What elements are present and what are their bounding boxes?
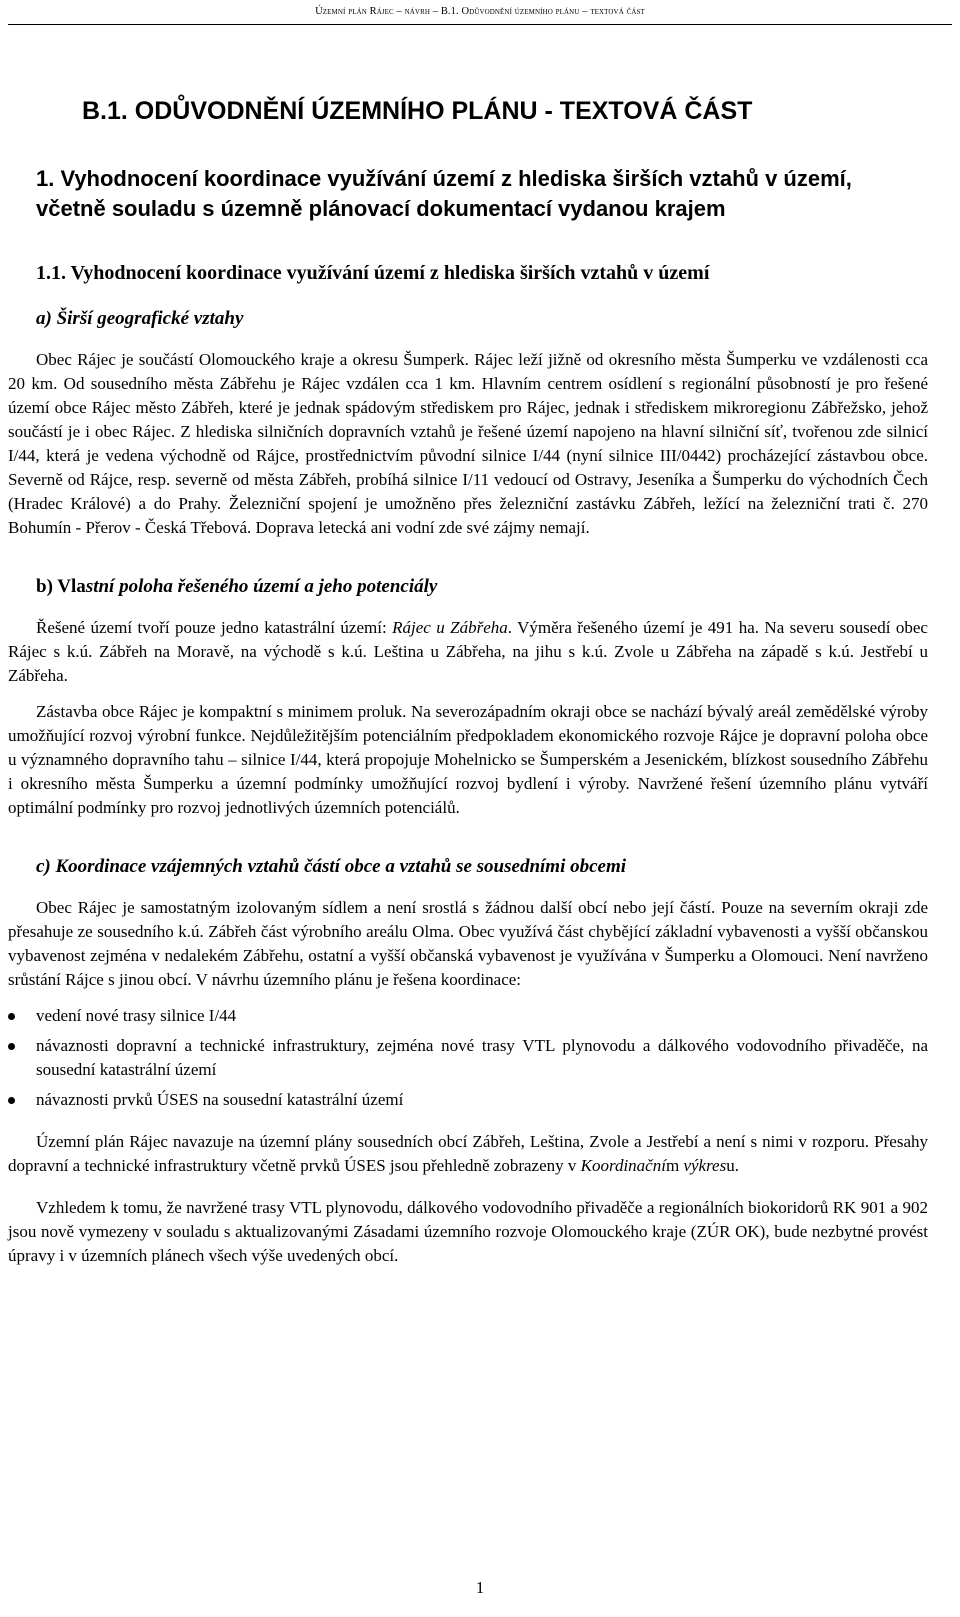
drawing-name-mid: m [665, 1156, 684, 1175]
document-content [8, 96, 928, 1268]
subsection-b-title-prefix: b) Vla [36, 576, 86, 597]
subsection-c-paragraph-2 [8, 1130, 928, 1178]
drawing-name-part-2: výkres [683, 1156, 727, 1175]
subsection-a-paragraph-1: Obec Rájec je součástí Olomouckého kraje a okresu Šumperk. Rájec leží jižně od okresního města Šumperku ve vzdálenosti cca 20 km. Od sousedního města Zábřehu je Rájec vzdálen cca 1 km. Hlavním centrem osídlení s regionální působností je pro řešené území obce Rájec město Zábřeh, které je jednak spádovým střediskem pro Rájec, jednak i střediskem mikroregionu Zábřežsko, jehož součástí je i obec Rájec. Z hlediska silničních dopravních vztahů je řešené území napojeno na hlavní silniční síť, tvořenou zde silnicí I/44, která je vedena východně od Rájce, prostřednictvím původní silnice I/44 (nyní silnice III/0442) procházející zástavbou obce. Severně od Rájce, resp. severně od města Zábřeh, probíhá silnice I/11 vedoucí od Ostravy, Jeseníka a Šumperku do východních Čech (Hradec Králové) a do Prahy. Železniční spojení je umožněno přes železniční zastávku Zábřeh, ležící na železniční trati č. 270 Bohumín - Přerov - Česká Třebová. Doprava letecká ani vodní zde své zájmy nemají. [8, 350, 928, 537]
bullet-icon [8, 1013, 15, 1020]
cadastral-name: Rájec u Zábřeha [392, 618, 508, 637]
list-item [8, 1088, 928, 1112]
subsection-b-paragraph-1 [8, 616, 928, 688]
subsection-a-title: a) Širší geografické vztahy [36, 308, 244, 329]
list-item-text: vedení nové trasy silnice I/44 [36, 1006, 237, 1025]
subsection-b-title-rest: stní poloha řešeného území a jeho potenciály [85, 576, 438, 597]
bullet-icon [8, 1043, 15, 1050]
coordination-list [8, 1004, 928, 1112]
section-1-title: 1. Vyhodnocení koordinace využívání území z hlediska širších vztahů v území, včetně souladu s územně plánovací dokumentací vydanou krajem [36, 166, 852, 221]
subsection-b-title [8, 574, 928, 600]
running-header: Územní plán Rájec – návrh – B.1. Odůvodnění územního plánu – textová část [315, 6, 645, 17]
drawing-name-part-1: Koordinační [580, 1156, 666, 1175]
list-item [8, 1034, 928, 1082]
page-number: 1 [475, 1578, 485, 1597]
subsection-b-paragraph-2: Zástavba obce Rájec je kompaktní s minimem proluk. Na severozápadním okraji obce se nachází bývalý areál zemědělské výroby umožňující rozvoj výrobní funkce. Nejdůležitějším potenciálním předpokladem ekonomického rozvoje Rájce je dopravní poloha obce u významného dopravního tahu – silnice I/44, která propojuje Mohelnicko se Šumperském a Jesenickém, blízkost sousedního Zábřehu i okresního města Šumperku a územní podmínky umožňující rozvoj bydlení i výroby. Navržené řešení územního plánu vytváří optimální podmínky pro rozvoj jednotlivých územních potenciálů. [8, 702, 928, 817]
subsection-c-paragraph-3: Vzhledem k tomu, že navržené trasy VTL plynovodu, dálkového vodovodního přivaděče a regionálních biokoridorů RK 901 a 902 jsou nově vymezeny v souladu s aktualizovanými Zásadami územního rozvoje Olomouckého kraje (ZÚR OK), bude nezbytné provést úpravy i v územních plánech všech výše uvedených obcí. [8, 1198, 928, 1265]
bullet-icon [8, 1097, 15, 1104]
subsection-c-title: c) Koordinace vzájemných vztahů částí obce a vztahů se sousedními obcemi [36, 856, 627, 877]
list-item-text: návaznosti prvků ÚSES na sousední katastrální území [36, 1090, 404, 1109]
list-item-text: návaznosti dopravní a technické infrastruktury, zejména nové trasy VTL plynovodu a dálkového vodovodního přivaděče, na sousední katastrální území [36, 1036, 928, 1079]
list-item [8, 1004, 928, 1028]
subsection-c-paragraph-1: Obec Rájec je samostatným izolovaným sídlem a není srostlá s žádnou další obcí nebo její částí. Pouze na severním okraji zde přesahuje ze sousedního k.ú. Zábřeh část výrobního areálu Olma. Obec využívá část chybějící základní vybavenosti a vyšší občanskou vybavenost zejména v nedalekém Zábřehu, ostatní a vyšší občanská vybavenost je využívána v Šumperku a Olomouci. Není navrženo srůstání Rájce s jinou obcí. V návrhu územního plánu je řešena koordinace: [8, 898, 928, 989]
header-rule [8, 24, 952, 25]
subsection-c-p2-after: u. [726, 1156, 739, 1175]
subsection-c-p2-before: Územní plán Rájec navazuje na územní plány sousedních obcí Zábřeh, Leština, Zvole a Jestřebí a není s nimi v rozporu. Přesahy dopravní a technické infrastruktury včetně prvků ÚSES jsou přehledně zobrazeny v [8, 1132, 928, 1175]
subsection-b-p1-before: Řešené území tvoří pouze jedno katastrální území: [36, 618, 393, 637]
section-1-1-title: 1.1. Vyhodnocení koordinace využívání území z hlediska širších vztahů v území [36, 262, 710, 284]
subsection-b-p1-after: . Výměra řešeného území je 491 ha. Na severu sousedí obec Rájec s k.ú. Zábřeh na Moravě, na východě s k.ú. Leština u Zábřeha, na jihu s k.ú. Zvole u Zábřeha na západě s k.ú. Jestřebí u Zábřeha. [8, 618, 928, 685]
main-title: B.1. ODŮVODNĚNÍ ÚZEMNÍHO PLÁNU - TEXTOVÁ ČÁST [82, 97, 753, 125]
